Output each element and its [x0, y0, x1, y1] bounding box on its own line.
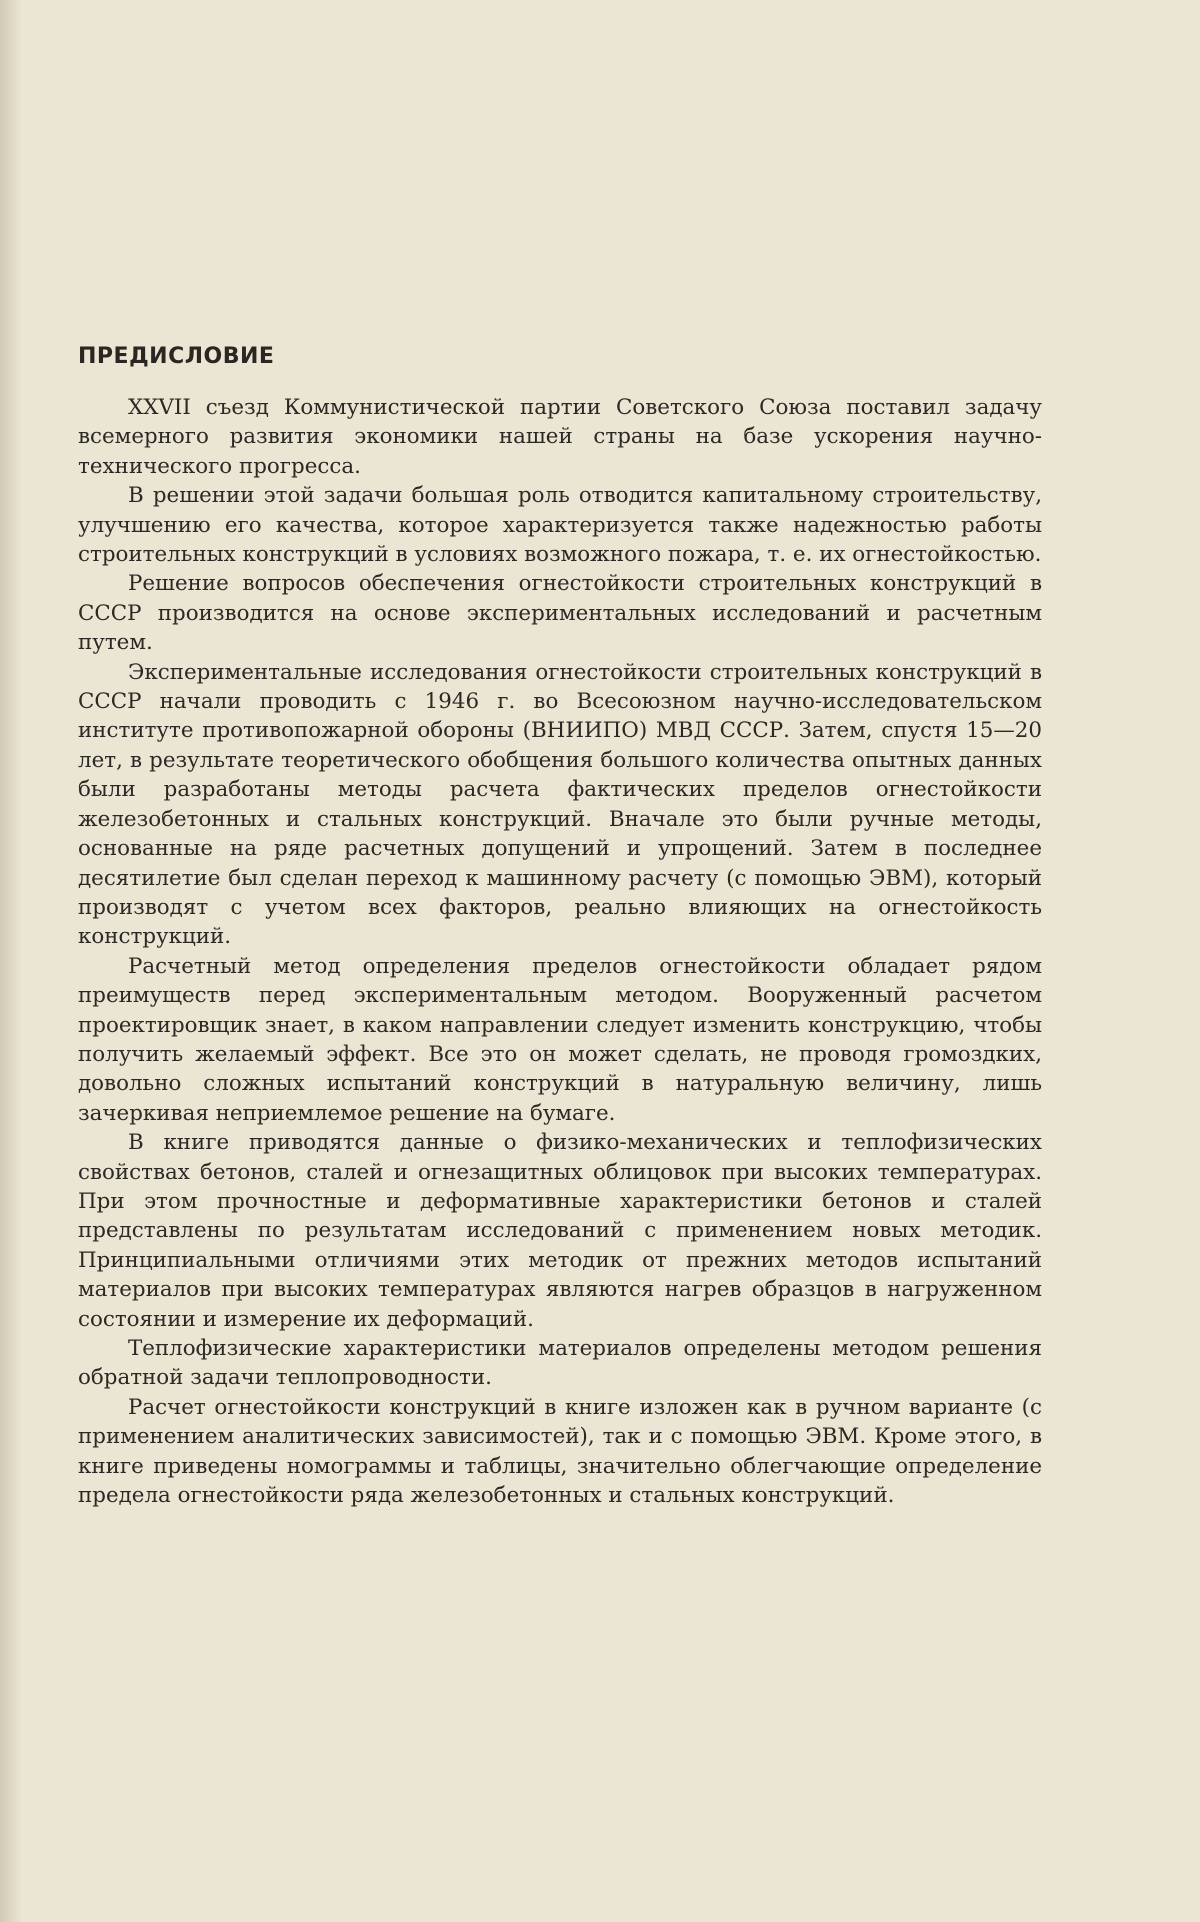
paragraph-3: Решение вопросов обеспечения огнестойкости строительных конструкций в СССР производится на основе экспериментальных исследований и расчетным путем. — [78, 571, 1042, 656]
paragraph-4: Экспериментальные исследования огнестойкости строительных конструкций в СССР начали проводить с 1946 г. во Всесоюзном научно-исследовательском институте противопожарной обороны (ВНИИПО) МВД СССР. Затем, спустя 15—20 лет, в результате теоретического обобщения большого количества опытных данных были разработаны методы расчета фактических пределов огнестойкости железобетонных и стальных конструкций. Вначале это были ручные методы, основанные на ряде расчетных допущений и упрощений. Затем в последнее десятилетие был сделан переход к машинному расчету (с помощью ЭВМ), который производят с учетом всех факторов, реально влияющих на огнестойкость конструкций. — [78, 659, 1042, 950]
paragraph-6: В книге приводятся данные о физико-механических и теплофизических свойствах бетонов, сталей и огнезащитных облицовок при высоких температурах. При этом прочностные и деформативные характеристики бетонов и сталей представлены по результатам исследований с применением новых методик. Принципиальными отличиями этих методик от прежних методов испытаний материалов при высоких температурах являются нагрев образцов в нагруженном состоянии и измерение их деформаций. — [78, 1130, 1042, 1332]
preface-section — [78, 344, 1042, 1510]
paragraph-2: В решении этой задачи большая роль отводится капитальному строительству, улучшению его качества, которое характеризуется также надежностью работы строительных конструкций в условиях возможного пожара, т. е. их огнестойкостью. — [78, 483, 1042, 568]
paragraph-7: Теплофизические характеристики материалов определены методом решения обратной задачи теплопроводности. — [78, 1336, 1042, 1391]
paragraph-1: XXVII съезд Коммунистической партии Советского Союза поставил задачу всемерного развития экономики нашей страны на базе ускорения научно-технического прогресса. — [78, 395, 1042, 479]
paragraph-8: Расчет огнестойкости конструкций в книге изложен как в ручном варианте (с применением аналитических зависимостей), так и с помощью ЭВМ. Кроме этого, в книге приведены номограммы и таблицы, значительно облегчающие определение предела огнестойкости ряда железобетонных и стальных конструкций. — [78, 1394, 1042, 1509]
paragraph-5: Расчетный метод определения пределов огнестойкости обладает рядом преимуществ перед экспериментальным методом. Вооруженный расчетом проектировщик знает, в каком направлении следует изменить конструкцию, чтобы получить желаемый эффект. Все это он может сделать, не проводя громоздких, довольно сложных испытаний конструкций в натуральную величину, лишь зачеркивая неприемлемое решение на бумаге. — [78, 953, 1042, 1126]
section-heading: ПРЕДИСЛОВИЕ — [78, 344, 275, 369]
